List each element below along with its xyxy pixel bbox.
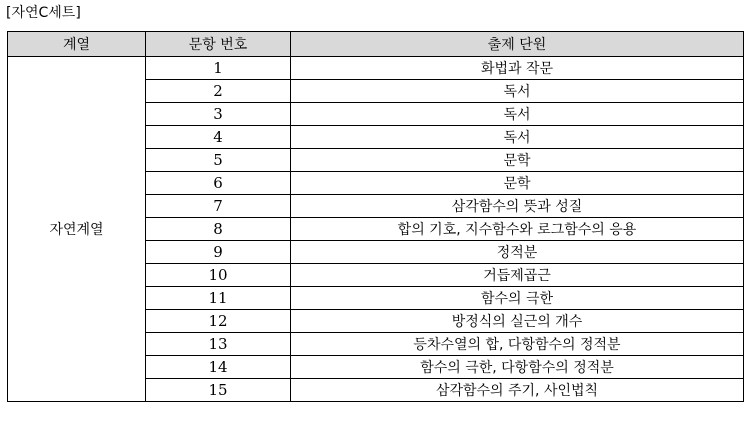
question-number: 3 [146, 103, 291, 126]
question-number: 1 [146, 57, 291, 80]
question-number: 15 [146, 379, 291, 402]
exam-unit: 문학 [291, 149, 744, 172]
question-number: 6 [146, 172, 291, 195]
question-number: 10 [146, 264, 291, 287]
exam-unit: 독서 [291, 126, 744, 149]
exam-unit: 삼각함수의 주기, 사인법칙 [291, 379, 744, 402]
question-number: 5 [146, 149, 291, 172]
question-number: 11 [146, 287, 291, 310]
header-question-number: 문항 번호 [146, 32, 291, 57]
exam-unit: 화법과 작문 [291, 57, 744, 80]
table-header-row [8, 32, 744, 57]
question-number: 8 [146, 218, 291, 241]
exam-unit: 삼각함수의 뜻과 성질 [291, 195, 744, 218]
exam-units-table [7, 31, 744, 402]
exam-unit: 독서 [291, 103, 744, 126]
header-category: 계열 [8, 32, 146, 57]
set-title: [자연C세트] [6, 5, 81, 21]
exam-unit: 정적분 [291, 241, 744, 264]
category-cell: 자연계열 [8, 57, 146, 402]
question-number: 7 [146, 195, 291, 218]
exam-unit: 등차수열의 합, 다항함수의 정적분 [291, 333, 744, 356]
table-row [8, 57, 744, 80]
exam-unit: 함수의 극한, 다항함수의 정적분 [291, 356, 744, 379]
question-number: 12 [146, 310, 291, 333]
exam-unit: 합의 기호, 지수함수와 로그함수의 응용 [291, 218, 744, 241]
question-number: 2 [146, 80, 291, 103]
question-number: 14 [146, 356, 291, 379]
header-exam-unit: 출제 단원 [291, 32, 744, 57]
question-number: 4 [146, 126, 291, 149]
question-number: 9 [146, 241, 291, 264]
exam-unit: 독서 [291, 80, 744, 103]
exam-unit: 문학 [291, 172, 744, 195]
exam-unit: 방정식의 실근의 개수 [291, 310, 744, 333]
question-number: 13 [146, 333, 291, 356]
exam-unit: 함수의 극한 [291, 287, 744, 310]
exam-unit: 거듭제곱근 [291, 264, 744, 287]
